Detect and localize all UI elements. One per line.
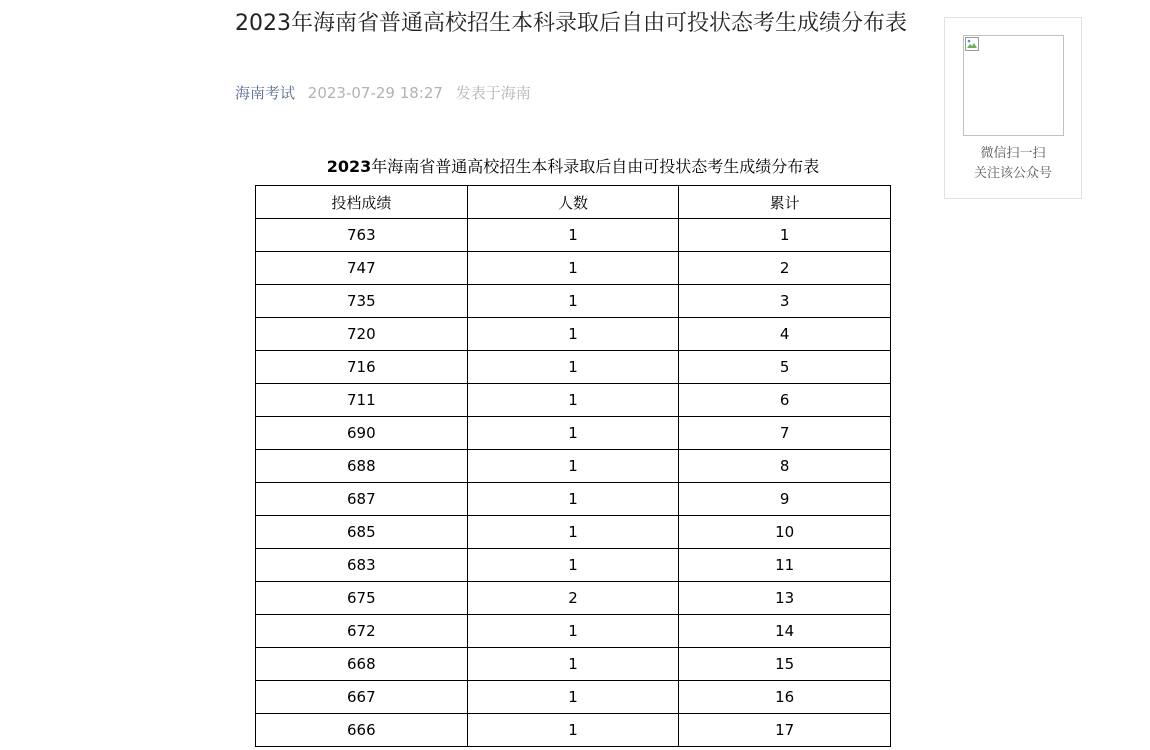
table-row [256,417,891,450]
table-row [256,318,891,351]
table-row [256,285,891,318]
cell-cumulative: 9 [679,483,891,516]
cell-score: 763 [256,219,468,252]
cell-score: 672 [256,615,468,648]
cell-score: 716 [256,351,468,384]
table-caption [255,155,891,179]
header-count: 人数 [467,186,679,219]
cell-score: 666 [256,714,468,747]
cell-count: 1 [467,450,679,483]
cell-score: 668 [256,648,468,681]
cell-cumulative: 1 [679,219,891,252]
table-row [256,483,891,516]
cell-score: 685 [256,516,468,549]
cell-count: 1 [467,681,679,714]
article-title: 2023年海南省普通高校招生本科录取后自由可投状态考生成绩分布表 [235,11,907,36]
cell-score: 683 [256,549,468,582]
table-row [256,549,891,582]
cell-score: 690 [256,417,468,450]
cell-count: 1 [467,549,679,582]
table-body [256,219,891,747]
table-row [256,351,891,384]
cell-cumulative: 15 [679,648,891,681]
cell-score: 675 [256,582,468,615]
header-score: 投档成绩 [256,186,468,219]
cell-count: 1 [467,252,679,285]
table-row [256,648,891,681]
cell-cumulative: 2 [679,252,891,285]
publish-time: 2023-07-29 18:27 [307,84,443,102]
cell-cumulative: 13 [679,582,891,615]
qrcode-line-1: 微信扫一扫 [980,146,1046,161]
cell-cumulative: 7 [679,417,891,450]
article-meta [235,83,531,103]
table-caption-year: 2023 [326,157,372,176]
cell-score: 667 [256,681,468,714]
table-caption-text: 年海南省普通高校招生本科录取后自由可投状态考生成绩分布表 [371,157,820,176]
cell-cumulative: 8 [679,450,891,483]
cell-score: 687 [256,483,468,516]
cell-count: 1 [467,483,679,516]
cell-cumulative: 17 [679,714,891,747]
cell-cumulative: 6 [679,384,891,417]
cell-cumulative: 3 [679,285,891,318]
score-distribution-table [255,185,891,747]
cell-score: 735 [256,285,468,318]
cell-cumulative: 14 [679,615,891,648]
publish-location: 发表于海南 [455,84,531,102]
table-row [256,252,891,285]
cell-cumulative: 11 [679,549,891,582]
cell-count: 1 [467,219,679,252]
cell-score: 747 [256,252,468,285]
cell-count: 1 [467,285,679,318]
cell-count: 1 [467,384,679,417]
cell-score: 711 [256,384,468,417]
cell-count: 1 [467,615,679,648]
broken-image-icon [965,37,979,51]
cell-cumulative: 16 [679,681,891,714]
table-row [256,450,891,483]
cell-cumulative: 5 [679,351,891,384]
table-row [256,219,891,252]
header-cumulative: 累计 [679,186,891,219]
qrcode-line-2: 关注该公众号 [973,166,1052,181]
cell-cumulative: 4 [679,318,891,351]
cell-count: 1 [467,516,679,549]
table-row [256,681,891,714]
qrcode-image[interactable] [963,35,1064,136]
cell-score: 688 [256,450,468,483]
table-row [256,615,891,648]
table-row [256,714,891,747]
qrcode-caption [945,144,1081,184]
table-header-row [256,186,891,219]
cell-count: 1 [467,714,679,747]
table-row [256,582,891,615]
account-name-link[interactable]: 海南考试 [235,84,296,102]
cell-count: 1 [467,318,679,351]
cell-count: 1 [467,648,679,681]
cell-cumulative: 10 [679,516,891,549]
qrcode-panel [944,17,1082,199]
cell-count: 1 [467,351,679,384]
table-row [256,516,891,549]
cell-count: 1 [467,417,679,450]
cell-score: 720 [256,318,468,351]
cell-count: 2 [467,582,679,615]
table-row [256,384,891,417]
